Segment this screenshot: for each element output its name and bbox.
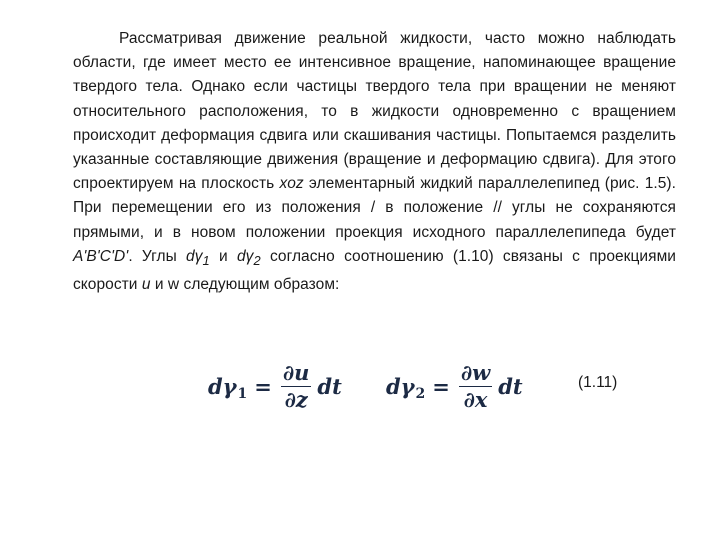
- formula-2-subscript: 2: [415, 385, 426, 402]
- formula-1-numerator: ∂u: [282, 360, 310, 385]
- text-segment: Рассматривая движение реальной жидкости, часто можно наблюдать области, где имеет место ее интенсивное вращение, напоминающее вращение твердого тела. Однако если частицы твердого тела при вращении не меняют относительного расположения, то в жидкости одновременно с вращением происходит деформация сдвига или скашивания частицы. Попытаемся разделить указанные составляющие движения (вращение и деформацию сдвига). Для этого спроектируем на плоскость: [73, 30, 676, 193]
- text-segment: и: [209, 247, 237, 265]
- formula-1: [208, 362, 342, 411]
- formula-1-lhs: dγ: [208, 374, 237, 399]
- equation-number: (1.11): [578, 374, 618, 391]
- formula-1-dt: dt: [317, 374, 342, 399]
- formula-2-equals: =: [432, 374, 450, 399]
- velocity-u: u: [141, 276, 151, 294]
- text-segment: и w следующим образом:: [150, 276, 340, 294]
- angle-1-symbol: dγ: [186, 247, 203, 265]
- plane-name: xoz: [279, 175, 304, 193]
- formula-2-lhs: dγ: [386, 374, 415, 399]
- projection-name: A'B'C'D': [73, 247, 129, 265]
- formula-1-denominator: ∂z: [284, 387, 308, 412]
- text-segment: согласно соотношению (1.10) связаны с проекциями скорости: [73, 247, 676, 294]
- angle-2-subscript: 2: [253, 252, 261, 268]
- formula-1-subscript: 1: [237, 385, 248, 402]
- formula-2: [386, 362, 523, 411]
- formula-2-fraction: [459, 362, 492, 411]
- text-segment: элементарный жидкий параллелепипед (рис. 1.5). При перемещении его из положения / в положение // углы не сохраняются прямыми, и в новом положении проекция исходного параллелепипеда будет: [73, 175, 676, 241]
- formula-2-dt: dt: [498, 374, 523, 399]
- text-segment: . Углы: [128, 247, 187, 265]
- body-paragraph: [73, 27, 676, 297]
- formula-2-numerator: ∂w: [460, 360, 491, 385]
- formula-2-denominator: ∂x: [463, 387, 488, 412]
- formula-1-equals: =: [254, 374, 272, 399]
- angle-1-subscript: 1: [202, 252, 210, 268]
- formula-1-fraction: [281, 362, 312, 411]
- angle-2-symbol: dγ: [236, 247, 254, 265]
